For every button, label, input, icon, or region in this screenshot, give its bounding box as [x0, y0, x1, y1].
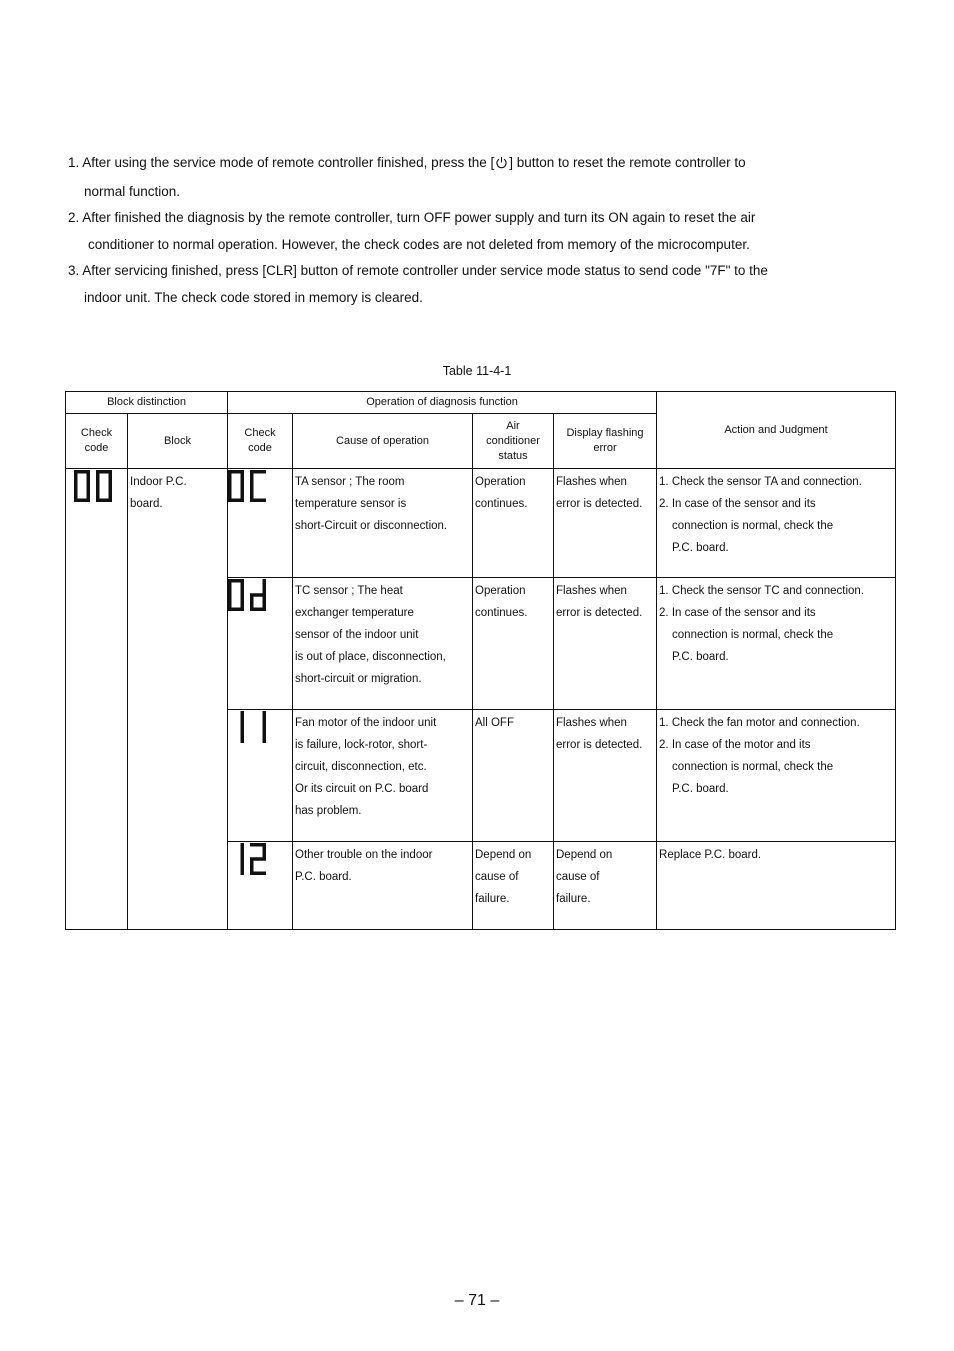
check-code-display [228, 842, 293, 930]
note-2-cont: conditioner to normal operation. However, the check codes are not deleted from memory of the microcomputer. [88, 236, 750, 252]
header-block-distinction: Block distinction [66, 392, 228, 414]
seven-segment-code [228, 578, 272, 612]
header-operation: Operation of diagnosis function [228, 392, 657, 414]
cause-cell: TC sensor ; The heat exchanger temperature sensor of the indoor unit is out of place, disconnection, short-circuit or migration. [293, 578, 473, 710]
page-number: – 71 – [454, 1292, 500, 1309]
cause-cell: Fan motor of the indoor unit is failure, lock-rotor, short- circuit, disconnection, etc. Or its circuit on P.C. board has problem. [293, 710, 473, 842]
seven-segment-code [74, 469, 118, 503]
segment [241, 711, 245, 727]
header-block: Block [128, 414, 228, 469]
action-cell: 1. Check the fan motor and connection. 2. In case of the motor and its connection is normal, check the P.C. board. [657, 710, 896, 842]
cause-cell: Other trouble on the indoor P.C. board. [293, 842, 473, 930]
segment [263, 711, 267, 727]
segment [241, 579, 245, 595]
header-display: Display flashing error [554, 414, 657, 469]
seven-segment-code [228, 842, 272, 876]
segment [74, 486, 78, 502]
action-cell: 1. Check the sensor TC and connection. 2. In case of the sensor and its connection is normal, check the P.C. board. [657, 578, 896, 710]
segment [228, 470, 232, 486]
display-cell: Depend on cause of failure. [554, 842, 657, 930]
diagnosis-table [65, 391, 896, 930]
check-code-display [228, 578, 293, 710]
check-code-display [228, 469, 293, 578]
segment [263, 579, 267, 595]
segment [96, 486, 100, 502]
display-cell: Flashes when error is detected. [554, 710, 657, 842]
status-cell: Operation continues. [473, 578, 554, 710]
segment [250, 486, 254, 502]
header-action: Action and Judgment [657, 392, 896, 469]
segment [241, 859, 245, 875]
display-cell: Flashes when error is detected. [554, 578, 657, 710]
action-cell: Replace P.C. board. [657, 842, 896, 930]
segment [250, 470, 254, 486]
seven-segment-code [228, 710, 272, 744]
segment [87, 470, 91, 486]
block-code-display [66, 469, 128, 930]
segment [228, 579, 232, 595]
segment [250, 593, 266, 597]
seven-segment-code [228, 469, 272, 503]
segment [96, 470, 100, 486]
segment [263, 843, 267, 859]
segment [241, 470, 245, 486]
display-cell: Flashes when error is detected. [554, 469, 657, 578]
segment [228, 486, 232, 502]
note-3-cont: indoor unit. The check code stored in memory is cleared. [84, 289, 423, 305]
check-code-display [228, 710, 293, 842]
note-2: 2. After finished the diagnosis by the remote controller, turn OFF power supply and turn its ON again to reset the air [68, 210, 756, 226]
segment [228, 595, 232, 611]
note-1: 1. After using the service mode of remote controller finished, press the [ ] button to reset the remote controller to [68, 150, 868, 179]
action-cell: 1. Check the sensor TA and connection. 2. In case of the sensor and its connection is normal, check the P.C. board. [657, 469, 896, 578]
segment [241, 843, 245, 859]
segment [241, 727, 245, 743]
table-caption: Table 11-4-1 [442, 364, 512, 378]
table-row [66, 469, 896, 578]
note-3: 3. After servicing finished, press [CLR] button of remote controller under service mode status to send code "7F" to the [68, 263, 768, 279]
header-check-code: Check code [66, 414, 128, 469]
status-cell: Operation continues. [473, 469, 554, 578]
cause-cell: TA sensor ; The room temperature sensor is short-Circuit or disconnection. [293, 469, 473, 578]
status-cell: Depend on cause of failure. [473, 842, 554, 930]
header-cause: Cause of operation [293, 414, 473, 469]
segment [250, 859, 254, 875]
segment [109, 470, 113, 486]
header-ac-status: Air conditioner status [473, 414, 554, 469]
note-1-cont: normal function. [84, 183, 181, 199]
segment [250, 595, 254, 611]
segment [250, 857, 266, 861]
segment [263, 727, 267, 743]
power-icon [495, 152, 508, 179]
service-notes [68, 150, 868, 312]
segment [74, 470, 78, 486]
header-check-code-2: Check code [228, 414, 293, 469]
block-name: Indoor P.C. board. [128, 469, 228, 930]
status-cell: All OFF [473, 710, 554, 842]
